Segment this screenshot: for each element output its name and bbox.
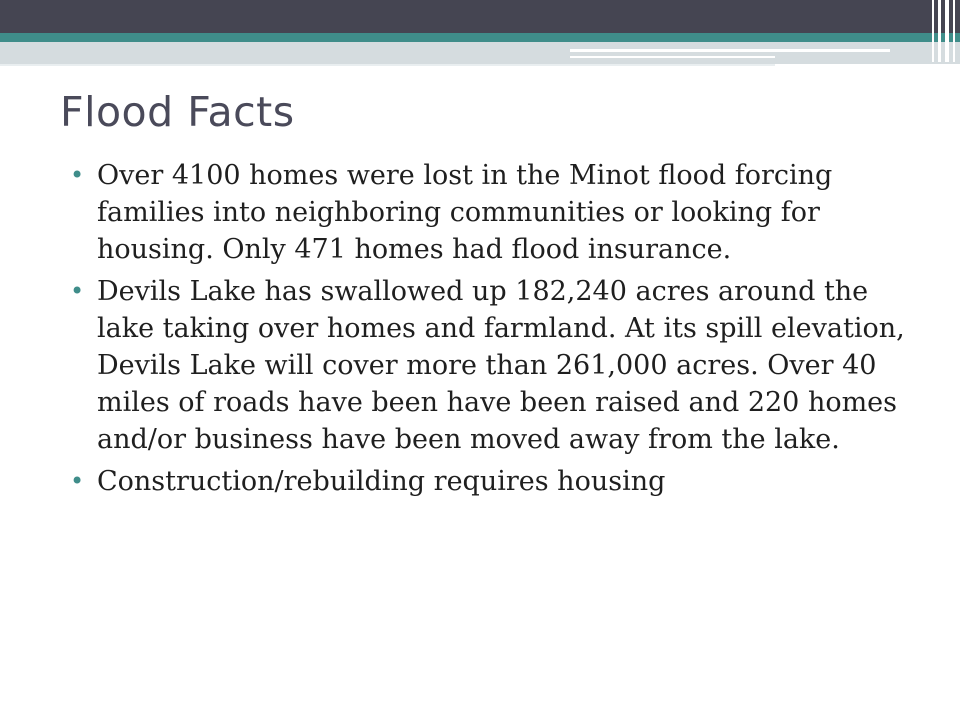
- bullet-text: Construction/rebuilding requires housing: [97, 466, 666, 497]
- bullet-item: [70, 273, 932, 458]
- slide-title: Flood Facts: [60, 88, 295, 136]
- header-band-light: [0, 42, 960, 64]
- header-accent-line: [570, 49, 890, 52]
- bullet-icon: •: [70, 161, 85, 189]
- bullet-list: [70, 157, 932, 505]
- bullet-text: Devils Lake has swallowed up 182,240 acres around the lake taking over homes and farmland. At its spill elevation, Devils Lake will cover more than 261,000 acres. Over 40 miles of roads have been have been raised and 220 homes and/or business have been moved away from the lake.: [97, 276, 905, 455]
- bullet-icon: •: [70, 467, 85, 495]
- bullet-text: Over 4100 homes were lost in the Minot flood forcing families into neighboring communities or looking for housing. Only 471 homes had flood insurance.: [97, 160, 833, 265]
- bullet-icon: •: [70, 277, 85, 305]
- header-band-dark: [0, 0, 960, 33]
- header-stripe: [932, 0, 934, 62]
- bullet-item: [70, 157, 932, 268]
- header-stripe: [945, 0, 949, 62]
- header-stripe: [953, 0, 955, 62]
- header-stripe: [938, 0, 941, 62]
- header-band-teal: [0, 33, 960, 42]
- bullet-item: [70, 463, 932, 500]
- header-accent-line: [570, 56, 775, 58]
- header-accent-line: [0, 64, 775, 66]
